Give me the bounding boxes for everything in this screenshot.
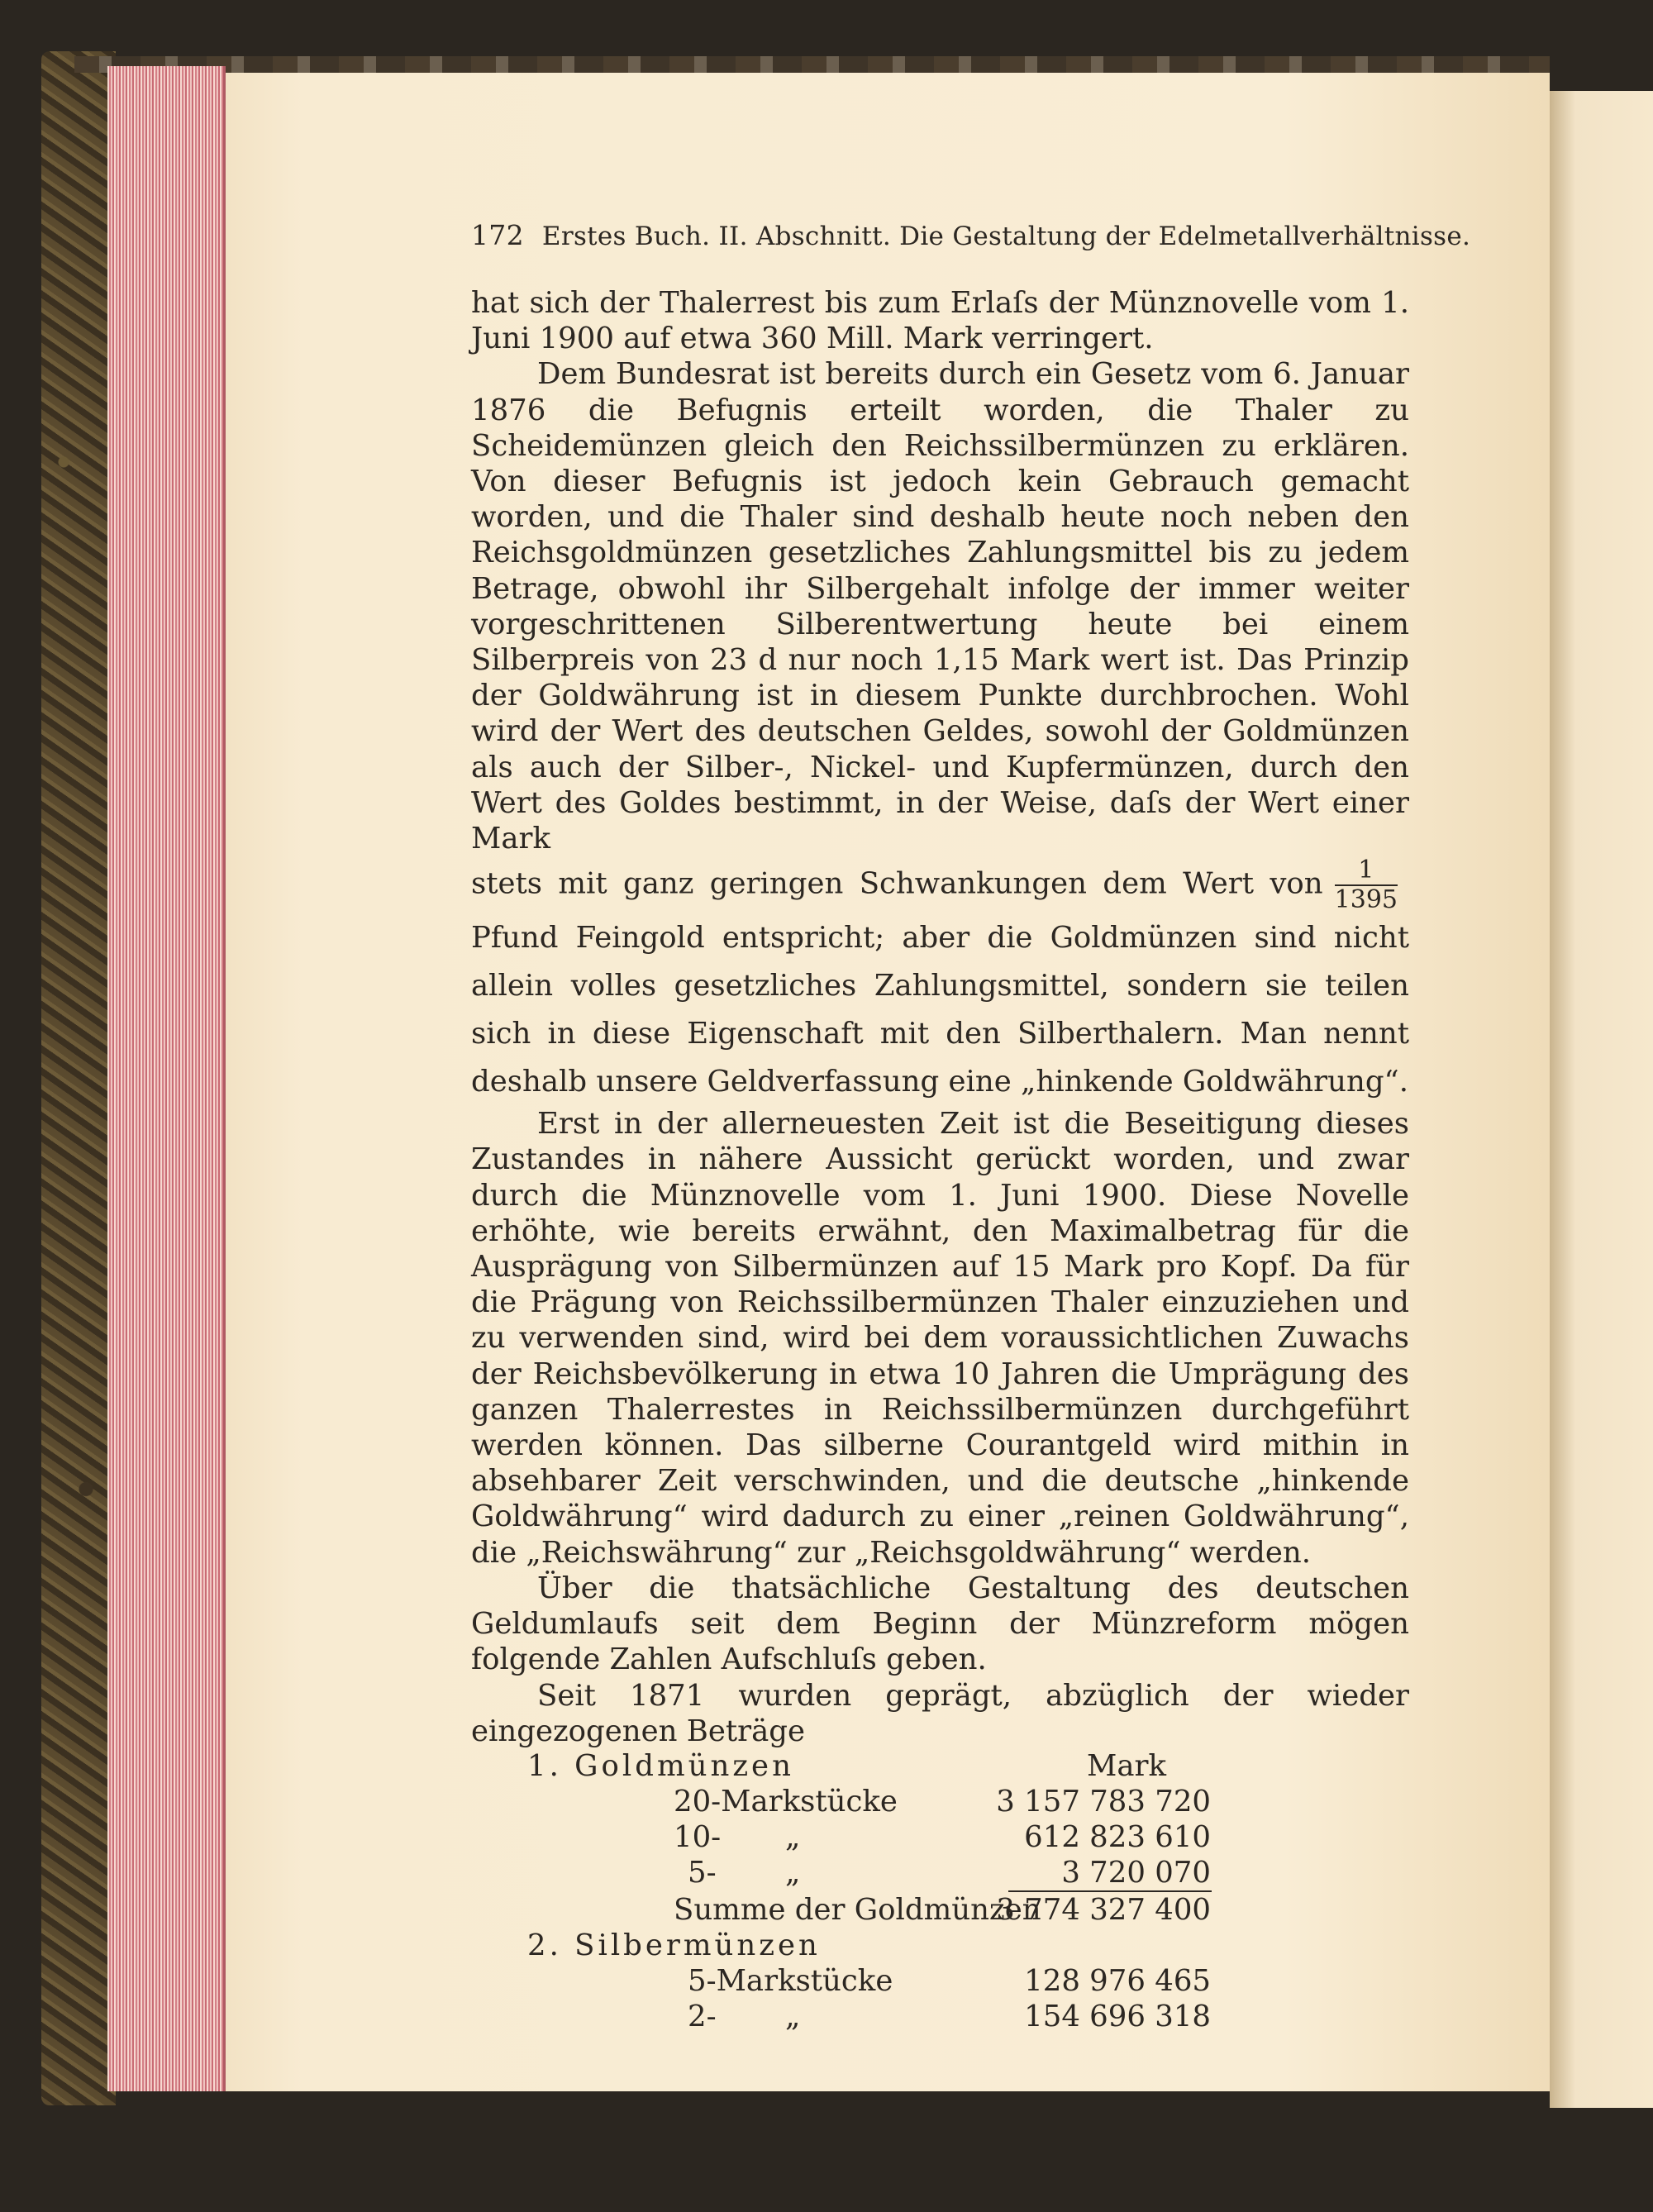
fraction-numerator: 1	[1335, 856, 1398, 886]
page-number: 172	[471, 219, 524, 251]
paragraph-continuation	[471, 856, 1409, 1106]
row-label: 5-Markstücke	[688, 1963, 893, 1998]
page-edges-red	[107, 66, 226, 2091]
row-value: 154 696 318	[1024, 1999, 1211, 2033]
coinage-table	[471, 1749, 1409, 2212]
section-heading: 2. Silbermünzen	[527, 1928, 821, 1962]
table-row-sum	[471, 1893, 1409, 1928]
row-label: 2-	[688, 1999, 717, 2033]
paragraph: Über die thatsächliche Gestaltung des deutschen Geldumlaufs seit dem Beginn der Münzreform mögen folgende Zahlen Aufschluſs geben.	[471, 1571, 1409, 1677]
sum-label: Summe der Goldmünzen	[674, 1892, 1041, 1927]
row-value: 3 157 783 720	[996, 1784, 1211, 1819]
ditto-mark: „	[785, 1855, 801, 1890]
row-value: 612 823 610	[1024, 1819, 1211, 1854]
row-value: 128 976 465	[1024, 1963, 1211, 1998]
table-row	[471, 1785, 1409, 1820]
paragraph-text: Dem Bundesrat ist bereits durch ein Gesetz vom 6. Januar 1876 die Befugnis erteilt worden, die Thaler zu Scheidemünzen gleich den Reichssilbermünzen zu erklären. Von dieser Befugnis ist jedoch kein Gebrauch gemacht worden, und die Thaler sind deshalb heute noch neben den Reichsgoldmünzen gesetzliches Zahlungsmittel bis zu jedem Betrage, obwohl ihr Silbergehalt infolge der immer weiter vorgeschrittenen Silberentwertung heute bei einem Silberpreis von 23 d nur noch 1,15 Mark wert ist. Das Prinzip der Goldwährung ist in diesem Punkte durchbrochen. Wohl wird der Wert des deutschen Geldes, sowohl der Goldmünzen als auch der Silber-, Nickel- und Kupfermünzen, durch den Wert des Goldes bestimmt, in der Weise, daſs der Wert einer Mark	[471, 357, 1409, 856]
row-label: 20-Markstücke	[674, 1784, 898, 1819]
paragraph: Seit 1871 wurden geprägt, abzüglich der wieder eingezogenen Beträge	[471, 1678, 1409, 1748]
table-row	[471, 1820, 1409, 1856]
fraction	[1335, 856, 1398, 914]
ditto-mark: „	[785, 1999, 801, 2033]
paragraph	[471, 356, 1409, 856]
fraction-denominator: 1395	[1334, 885, 1398, 915]
running-head	[471, 219, 1471, 251]
page-body	[471, 285, 1409, 2212]
row-label: 10-	[674, 1819, 722, 1854]
table-row	[471, 2000, 1409, 2035]
section-heading: 1. Goldmünzen	[527, 1748, 794, 1783]
paragraph-text: Pfund Feingold entspricht; aber die Goldmünzen sind nicht allein volles gesetzliches Zahlungsmittel, sondern sie teilen sich in diese Eigenschaft mit den Silberthalern. Man nennt deshalb unsere Geldverfassung eine „hinkende Goldwährung“.	[471, 921, 1409, 1099]
row-label: 5-	[688, 1855, 717, 1890]
table-row	[471, 1749, 1409, 1785]
sum-value: 3 774 327 400	[996, 1892, 1211, 1927]
unit-header: Mark	[1087, 1748, 1166, 1783]
table-row	[471, 1856, 1409, 1891]
row-value: 3 720 070	[1061, 1855, 1211, 1890]
paragraph-text: stets mit ganz geringen Schwankungen dem Wert von	[471, 866, 1323, 901]
paragraph: Erst in der allerneuesten Zeit ist die Beseitigung dieses Zustandes in nähere Aussicht gerückt worden, und zwar durch die Münznovelle vom 1. Juni 1900. Diese Novelle erhöhte, wie bereits erwähnt, den Maximalbetrag für die Ausprägung von Silbermünzen auf 15 Mark pro Kopf. Da für die Prägung von Reichssilbermünzen Thaler einzuziehen und zu verwenden sind, wird bei dem voraussichtlichen Zuwachs der Reichsbevölkerung in etwa 10 Jahren die Umprägung des ganzen Thalerrestes in Reichssilbermünzen durchgeführt werden können. Das silberne Courantgeld wird mithin in absehbarer Zeit verschwinden, und die deutsche „hinkende Goldwährung“ wird dadurch zu einer „reinen Goldwährung“, die „Reichswährung“ zur „Reichsgoldwährung“ werden.	[471, 1107, 1409, 1570]
book-top-edge	[74, 56, 1550, 73]
table-row	[471, 1964, 1409, 2000]
facing-page-edge	[1550, 91, 1653, 2108]
sum-rule	[1008, 1890, 1212, 1892]
table-row	[471, 1928, 1409, 1964]
paragraph: hat sich der Thalerrest bis zum Erlaſs der Münznovelle vom 1. Juni 1900 auf etwa 360 Mill. Mark verringert.	[471, 286, 1409, 356]
running-head-title: Erstes Buch. II. Abschnitt. Die Gestaltung der Edelmetallverhältnisse.	[541, 222, 1471, 251]
ditto-mark: „	[785, 1819, 801, 1854]
book-cover-marbled	[41, 51, 116, 2105]
